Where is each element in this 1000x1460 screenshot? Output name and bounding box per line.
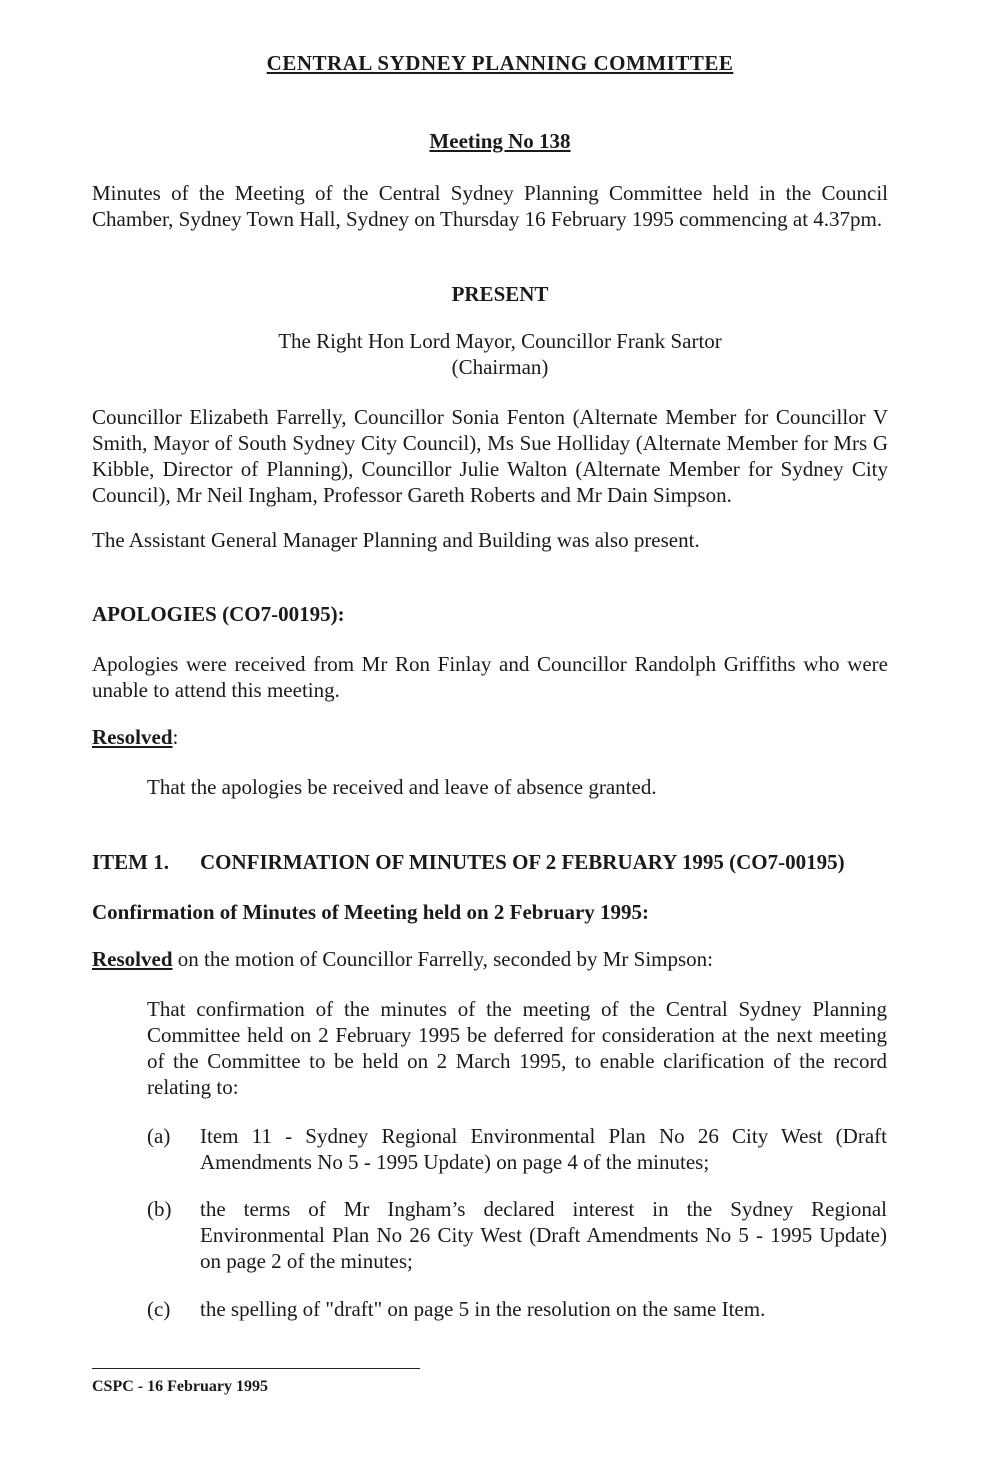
apologies-text: Apologies were received from Mr Ron Finlay and Councillor Randolph Griffiths who were unable to attend this meeting. bbox=[92, 652, 888, 702]
also-present: The Assistant General Manager Planning and Building was also present. bbox=[92, 528, 700, 552]
list-marker-c: (c) bbox=[147, 1297, 171, 1321]
members-paragraph: Councillor Elizabeth Farrelly, Councillor Sonia Fenton (Alternate Member for Councillor V Smith, Mayor of South Sydney City Council), Ms Sue Holliday (Alternate Member for Mrs G Kibble, Director of Planning), Councillor Julie Walton (Alternate Member for Sydney City Council), Mr Neil Ingham, Professor Gareth Roberts and Mr Dain Simpson. bbox=[92, 405, 888, 507]
chairman-name: The Right Hon Lord Mayor, Councillor Frank Sartor bbox=[278, 329, 722, 353]
committee-title: CENTRAL SYDNEY PLANNING COMMITTEE bbox=[266, 51, 734, 75]
list-marker-a: (a) bbox=[147, 1124, 171, 1148]
list-item-a: Item 11 - Sydney Regional Environmental Plan No 26 City West (Draft Amendments No 5 - 1995 Update) on page 4 of the minutes; bbox=[200, 1124, 887, 1174]
apologies-resolution: That the apologies be received and leave of absence granted. bbox=[147, 775, 657, 799]
item-title: CONFIRMATION OF MINUTES OF 2 FEBRUARY 1995 (CO7-00195) bbox=[200, 850, 845, 874]
resolved-label: Resolved bbox=[92, 725, 173, 749]
apologies-resolved bbox=[92, 724, 178, 750]
meeting-number: Meeting No 138 bbox=[429, 129, 571, 153]
list-item-c: the spelling of "draft" on page 5 in the resolution on the same Item. bbox=[200, 1297, 766, 1321]
list-marker-b: (b) bbox=[147, 1197, 172, 1221]
item-number: ITEM 1. bbox=[92, 850, 170, 874]
item-resolved-line bbox=[92, 946, 713, 972]
page-footer: CSPC - 16 February 1995 bbox=[92, 1378, 268, 1395]
item-subheading: Confirmation of Minutes of Meeting held on 2 February 1995: bbox=[92, 900, 650, 924]
item-resolution: That confirmation of the minutes of the meeting of the Central Sydney Planning Committee held on 2 February 1995 be deferred for consideration at the next meeting of the Committee to be held on 2 March 1995, to enable clarification of the record relating to: bbox=[147, 997, 887, 1099]
item-resolved-rest: on the motion of Councillor Farrelly, seconded by Mr Simpson: bbox=[172, 947, 713, 971]
intro-paragraph: Minutes of the Meeting of the Central Sydney Planning Committee held in the Council Chamber, Sydney Town Hall, Sydney on Thursday 16 February 1995 commencing at 4.37pm. bbox=[92, 181, 888, 231]
resolved-colon: : bbox=[172, 725, 179, 749]
item-resolved-label: Resolved bbox=[92, 947, 173, 971]
list-item-b: the terms of Mr Ingham’s declared interest in the Sydney Regional Environmental Plan No 26 City West (Draft Amendments No 5 - 1995 Update) on page 2 of the minutes; bbox=[200, 1197, 887, 1273]
present-heading: PRESENT bbox=[451, 282, 549, 306]
apologies-heading: APOLOGIES (CO7-00195): bbox=[92, 602, 345, 626]
chairman-role: (Chairman) bbox=[451, 355, 549, 379]
footer-divider bbox=[92, 1368, 420, 1369]
